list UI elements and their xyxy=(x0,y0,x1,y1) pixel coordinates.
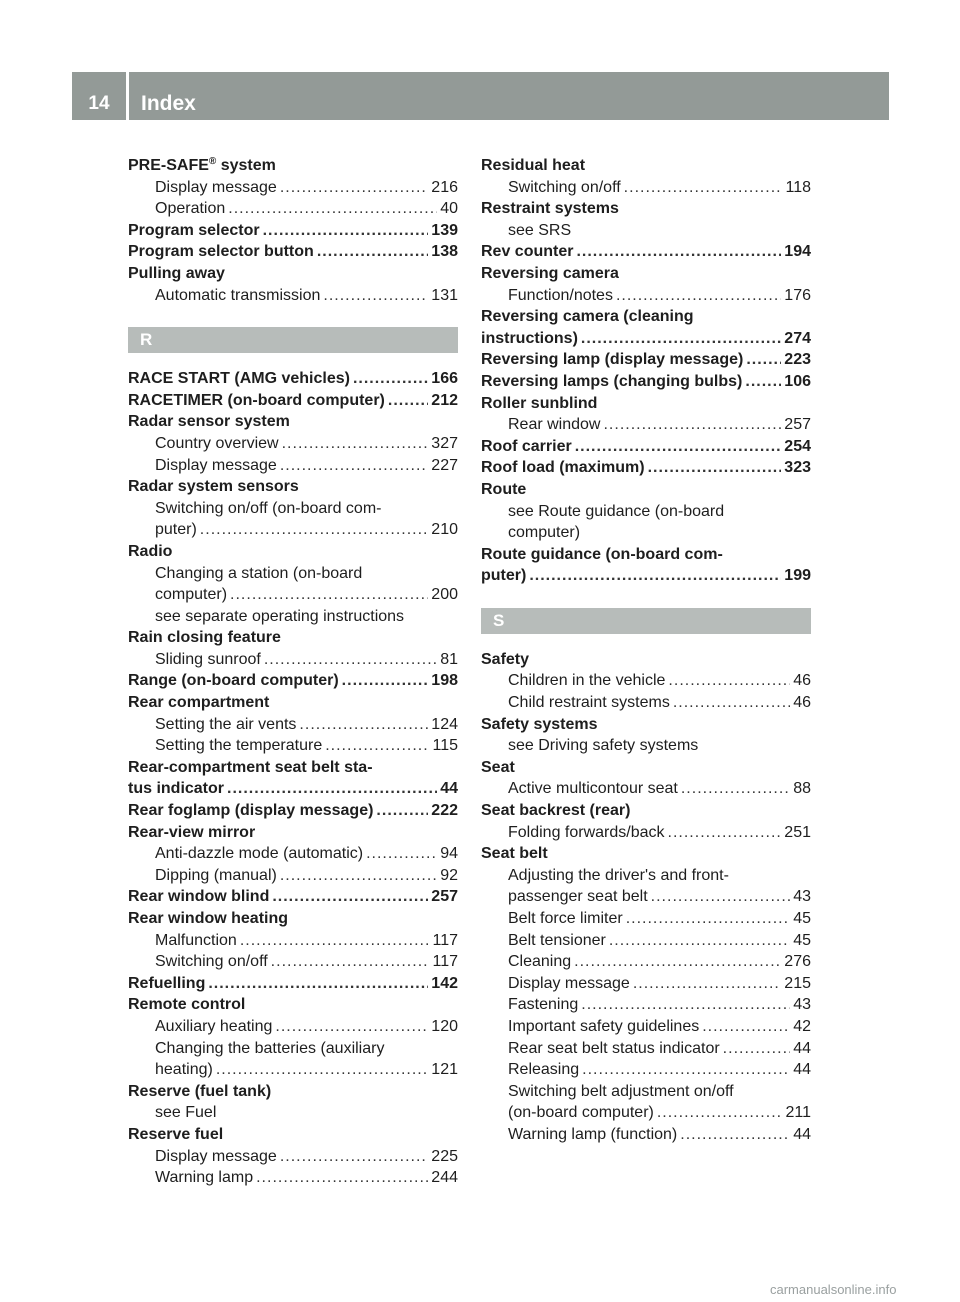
page-reference: 244 xyxy=(431,1169,458,1187)
dot-leader xyxy=(681,778,790,800)
index-subentry xyxy=(481,951,811,973)
index-entry xyxy=(481,349,811,371)
entry-text: Radar sensor system xyxy=(128,413,290,431)
page-reference: 120 xyxy=(431,1017,458,1035)
entry-text: Anti-dazzle mode (automatic) xyxy=(155,845,364,863)
index-subentry xyxy=(128,1038,458,1060)
index-entry xyxy=(128,541,458,563)
entry-text: Pulling away xyxy=(128,264,225,282)
entry-text: Fastening xyxy=(508,996,579,1014)
entry-text: Rear window heating xyxy=(128,910,289,927)
page-reference: 211 xyxy=(785,1104,811,1122)
index-subentry xyxy=(128,584,458,606)
index-entry xyxy=(481,800,811,822)
index-entry xyxy=(481,198,811,220)
dot-leader xyxy=(275,1016,428,1038)
dot-leader xyxy=(200,519,429,541)
entry-text: puter) xyxy=(481,567,527,585)
entry-text: Rear-compartment seat belt sta- xyxy=(128,758,373,776)
entry-text: Seat xyxy=(481,758,515,776)
index-subentry xyxy=(128,563,458,585)
entry-text: Malfunction xyxy=(155,931,237,949)
entry-text: Sliding sunroof xyxy=(155,650,261,668)
entry-text: Residual heat xyxy=(481,157,586,174)
index-subentry xyxy=(481,177,811,199)
entry-text: RACE START (AMG vehicles) xyxy=(128,370,350,388)
index-entry-pre-safe: PRE-SAFE® system xyxy=(128,156,276,174)
dot-leader xyxy=(680,1124,790,1146)
index-entry xyxy=(481,714,811,736)
index-entry xyxy=(128,994,458,1016)
entry-text: Adjusting the driver's and front- xyxy=(508,866,729,884)
page-reference: 118 xyxy=(785,178,811,196)
index-subentry xyxy=(481,414,811,436)
dot-leader xyxy=(325,735,429,757)
index-subentry xyxy=(481,670,811,692)
entry-text: computer) xyxy=(155,586,228,604)
page-reference: 81 xyxy=(440,650,458,668)
index-entry xyxy=(128,908,458,930)
dot-leader xyxy=(256,1167,428,1189)
entry-text: see SRS xyxy=(508,221,572,239)
entry-text: Reversing camera (cleaning xyxy=(481,308,694,326)
index-subentry xyxy=(481,220,811,242)
page-reference: 223 xyxy=(784,351,811,369)
entry-text: Setting the temperature xyxy=(155,737,323,755)
dot-leader xyxy=(582,1059,790,1081)
index-entry xyxy=(128,800,458,822)
dot-leader xyxy=(282,433,429,455)
dot-leader xyxy=(668,822,782,844)
entry-text: Folding forwards/back xyxy=(508,823,665,841)
entry-text: Remote control xyxy=(128,996,246,1014)
dot-leader xyxy=(230,584,428,606)
index-entry xyxy=(481,565,811,587)
entry-text: Country overview xyxy=(155,434,279,452)
dot-leader xyxy=(216,1059,428,1081)
page-number: 14 xyxy=(88,93,110,114)
index-subentry xyxy=(481,973,811,995)
page-reference: 45 xyxy=(793,910,811,927)
dot-leader xyxy=(609,930,790,952)
page-reference: 227 xyxy=(431,456,458,474)
page-reference: 212 xyxy=(431,391,458,409)
entry-text: Operation xyxy=(155,200,226,218)
page-reference: 117 xyxy=(432,953,458,971)
page-reference: 44 xyxy=(793,1125,811,1143)
dot-leader xyxy=(263,220,429,242)
index-subentry xyxy=(128,843,458,865)
entry-text: puter) xyxy=(155,521,197,539)
page-reference: 92 xyxy=(440,866,458,884)
index-subentry xyxy=(128,735,458,757)
index-subentry xyxy=(481,908,811,930)
index-subentry xyxy=(481,994,811,1016)
section-letter-s: S xyxy=(481,608,811,634)
index-entry xyxy=(481,393,811,415)
index-subentry xyxy=(128,285,458,307)
page-reference: 225 xyxy=(431,1147,458,1165)
dot-leader xyxy=(353,368,428,390)
index-entry xyxy=(481,843,811,865)
index-subentry xyxy=(128,177,458,199)
dot-leader xyxy=(323,285,428,307)
page-reference: 210 xyxy=(431,521,458,539)
entry-text: Program selector xyxy=(128,221,260,239)
dot-leader xyxy=(673,692,790,714)
entry-text: Display message xyxy=(508,974,630,992)
entry-text: Rain closing feature xyxy=(128,629,281,647)
entry-text: tus indicator xyxy=(128,780,225,798)
index-entry xyxy=(481,306,811,328)
page-reference: 200 xyxy=(431,586,458,604)
dot-leader xyxy=(576,241,781,263)
entry-text: Rear-view mirror xyxy=(128,823,256,841)
entry-text: Route xyxy=(481,480,527,498)
page-reference: 43 xyxy=(793,996,811,1014)
index-entry xyxy=(128,241,458,263)
dot-leader xyxy=(366,843,437,865)
page-reference: 323 xyxy=(784,459,811,477)
entry-text: Display message xyxy=(155,456,277,474)
index-entry xyxy=(128,757,458,779)
page-header xyxy=(72,72,889,120)
dot-leader xyxy=(208,973,428,995)
index-subentry xyxy=(481,1038,811,1060)
entry-text: heating) xyxy=(155,1061,213,1079)
index-entry xyxy=(128,390,458,412)
entry-text: Route guidance (on-board com- xyxy=(481,545,723,563)
dot-leader xyxy=(280,177,428,199)
page-reference: 44 xyxy=(793,1039,811,1057)
dot-leader xyxy=(271,951,430,973)
entry-list xyxy=(481,155,811,587)
index-subentry xyxy=(481,501,811,523)
dot-leader xyxy=(702,1016,790,1038)
page-reference: 138 xyxy=(431,243,458,261)
index-column-left xyxy=(128,155,458,1189)
dot-leader xyxy=(529,565,781,587)
page-reference: 43 xyxy=(793,888,811,906)
entry-text: Dipping (manual) xyxy=(155,866,277,884)
entry-text: Display message xyxy=(155,1147,277,1165)
entry-text: Setting the air vents xyxy=(155,715,297,733)
index-subentry xyxy=(481,1124,811,1146)
entry-list xyxy=(128,368,458,1189)
dot-leader xyxy=(657,1102,783,1124)
watermark: carmanualsonline.info xyxy=(770,1282,897,1297)
entry-text: see Driving safety systems xyxy=(508,737,699,755)
entry-text: Reserve fuel xyxy=(128,1125,224,1143)
page-reference: 257 xyxy=(784,416,811,434)
index-subentry xyxy=(128,455,458,477)
entry-text: Changing the batteries (auxiliary xyxy=(155,1039,385,1057)
dot-leader xyxy=(280,1146,428,1168)
entry-text: Switching belt adjustment on/off xyxy=(508,1082,734,1100)
page-reference: 131 xyxy=(431,286,458,304)
index-subentry xyxy=(481,1016,811,1038)
page-reference: 254 xyxy=(784,437,811,455)
index-entry xyxy=(128,692,458,714)
index-subentry xyxy=(128,519,458,541)
page-reference: 215 xyxy=(784,974,811,992)
section-letter-r: R xyxy=(128,327,458,353)
index-entry xyxy=(128,411,458,433)
entry-text: Restraint systems xyxy=(481,200,619,218)
entry-text: Warning lamp (function) xyxy=(508,1125,678,1143)
page-reference: 42 xyxy=(793,1017,811,1035)
index-entry xyxy=(128,263,458,285)
entry-text: passenger seat belt xyxy=(508,888,648,906)
page-reference: 117 xyxy=(432,931,458,949)
index-subentry xyxy=(128,951,458,973)
page-reference: 121 xyxy=(431,1061,458,1079)
index-subentry xyxy=(481,886,811,908)
dot-leader xyxy=(228,198,437,220)
dot-leader xyxy=(581,328,781,350)
entry-text: Rev counter xyxy=(481,243,574,261)
page-reference: 194 xyxy=(784,243,811,261)
entry-text: Switching on/off (on-board com- xyxy=(155,499,382,517)
index-entry xyxy=(481,155,811,177)
entry-text: Auxiliary heating xyxy=(155,1017,273,1035)
dot-leader xyxy=(668,670,790,692)
index-entry xyxy=(481,263,811,285)
entry-text: see Route guidance (on-board xyxy=(508,502,725,520)
index-subentry xyxy=(128,865,458,887)
entry-text: Radar system sensors xyxy=(128,478,299,496)
index-entry xyxy=(481,757,811,779)
dot-leader xyxy=(317,241,428,263)
entry-text: computer) xyxy=(508,524,581,542)
page-reference: 142 xyxy=(431,974,458,992)
entry-text: see Fuel xyxy=(155,1104,217,1122)
entry-text: instructions) xyxy=(481,329,578,347)
index-subentry xyxy=(128,433,458,455)
page-reference: 88 xyxy=(793,780,811,798)
index-subentry xyxy=(128,1146,458,1168)
index-subentry xyxy=(481,522,811,544)
entry-list xyxy=(128,177,458,307)
entry-text: Cleaning xyxy=(508,953,572,971)
index-subentry xyxy=(128,1102,458,1124)
index-subentry xyxy=(481,822,811,844)
index-entry xyxy=(128,220,458,242)
entry-text: Reversing camera xyxy=(481,264,619,282)
dot-leader xyxy=(280,455,428,477)
page-reference: 44 xyxy=(793,1061,811,1079)
dot-leader xyxy=(651,886,791,908)
entry-text: Display message xyxy=(155,178,277,196)
dot-leader xyxy=(581,994,790,1016)
header-divider xyxy=(126,72,129,120)
entry-text: Radio xyxy=(128,542,173,560)
page-reference: 139 xyxy=(431,221,458,239)
dot-leader xyxy=(388,390,428,412)
dot-leader xyxy=(240,930,430,952)
index-entry xyxy=(481,544,811,566)
page-reference: 106 xyxy=(784,372,811,390)
index-entry xyxy=(128,627,458,649)
entry-text: Child restraint systems xyxy=(508,694,670,712)
index-entry xyxy=(128,670,458,692)
entry-text: Seat belt xyxy=(481,845,548,863)
dot-leader xyxy=(745,371,781,393)
entry-text: Reserve (fuel tank) xyxy=(128,1082,272,1100)
index-subentry xyxy=(481,692,811,714)
page-reference: 124 xyxy=(431,715,458,733)
entry-text: Range (on-board computer) xyxy=(128,672,339,690)
index-subentry xyxy=(128,714,458,736)
dot-leader xyxy=(746,349,781,371)
index-entry xyxy=(128,368,458,390)
index-subentry xyxy=(128,606,458,628)
entry-text: Rear foglamp (display message) xyxy=(128,802,374,820)
entry-text: Belt tensioner xyxy=(508,931,606,949)
index-entry xyxy=(128,778,458,800)
entry-text: (on-board computer) xyxy=(508,1104,654,1122)
entry-list xyxy=(481,649,811,1146)
entry-text: Rear compartment xyxy=(128,694,270,712)
dot-leader xyxy=(633,973,781,995)
index-entry xyxy=(481,328,811,350)
page-reference: 276 xyxy=(784,953,811,971)
entry-text: Roof carrier xyxy=(481,437,572,455)
index-subentry xyxy=(481,285,811,307)
page-reference: 46 xyxy=(793,694,811,712)
index-subentry xyxy=(481,778,811,800)
page-reference: 327 xyxy=(431,434,458,452)
index-subentry xyxy=(481,930,811,952)
index-subentry xyxy=(128,498,458,520)
dot-leader xyxy=(227,778,437,800)
page-reference: 40 xyxy=(440,200,458,218)
dot-leader xyxy=(648,457,782,479)
entry-text: Seat backrest (rear) xyxy=(481,802,631,820)
index-entry xyxy=(481,457,811,479)
dot-leader xyxy=(272,886,428,908)
dot-leader xyxy=(575,436,782,458)
page-reference: 115 xyxy=(432,737,458,755)
index-entry xyxy=(128,476,458,498)
entry-text: Rear window xyxy=(508,416,601,434)
entry-text: RACETIMER (on-board computer) xyxy=(128,391,385,409)
index-column-right xyxy=(481,155,811,1146)
index-subentry xyxy=(481,1102,811,1124)
index-subentry xyxy=(128,1167,458,1189)
page-reference: 94 xyxy=(440,845,458,863)
entry-text: Roller sunblind xyxy=(481,394,598,412)
index-entry xyxy=(128,886,458,908)
entry-text: Changing a station (on-board xyxy=(155,564,363,582)
entry-text: Reversing lamps (changing bulbs) xyxy=(481,372,743,390)
dot-leader xyxy=(342,670,429,692)
registered-mark: ® xyxy=(208,156,217,167)
entry-text: Automatic transmission xyxy=(155,286,321,304)
dot-leader xyxy=(280,865,437,887)
index-subentry xyxy=(128,198,458,220)
page-reference: 216 xyxy=(431,178,458,196)
page-reference: 251 xyxy=(784,823,811,841)
index-entry xyxy=(128,822,458,844)
entry-text: Reversing lamp (display message) xyxy=(481,351,744,369)
index-entry xyxy=(481,479,811,501)
dot-leader xyxy=(723,1038,791,1060)
index-entry xyxy=(128,973,458,995)
index-entry xyxy=(128,1081,458,1103)
page-reference: 176 xyxy=(784,286,811,304)
entry-text: Belt force limiter xyxy=(508,910,623,927)
index-entry xyxy=(481,241,811,263)
entry-text: Refuelling xyxy=(128,974,206,992)
dot-leader xyxy=(616,285,781,307)
dot-leader xyxy=(376,800,428,822)
page-reference: 45 xyxy=(793,931,811,949)
page-reference: 274 xyxy=(784,329,811,347)
index-subentry xyxy=(128,930,458,952)
index-subentry xyxy=(128,1016,458,1038)
entry-text: Rear window blind xyxy=(128,888,270,906)
index-entry xyxy=(481,649,811,671)
index-subentry xyxy=(128,649,458,671)
entry-text: Warning lamp xyxy=(155,1169,254,1187)
entry-text: Safety systems xyxy=(481,715,598,733)
dot-leader xyxy=(264,649,437,671)
page-reference: 166 xyxy=(431,370,458,388)
entry-text: Switching on/off xyxy=(155,953,268,971)
dot-leader xyxy=(624,177,783,199)
page-reference: 44 xyxy=(440,780,458,798)
entry-text: see separate operating instructions xyxy=(155,607,405,625)
entry-text: Program selector button xyxy=(128,243,314,261)
dot-leader xyxy=(626,908,791,930)
index-entry xyxy=(481,371,811,393)
index-entry xyxy=(481,436,811,458)
index-subentry xyxy=(128,1059,458,1081)
entry-text: Releasing xyxy=(508,1061,580,1079)
section-title: Index xyxy=(141,92,196,115)
page-reference: 257 xyxy=(431,888,458,906)
entry-text: Active multicontour seat xyxy=(508,780,678,798)
index-subentry xyxy=(481,735,811,757)
entry-text: Switching on/off xyxy=(508,178,621,196)
entry-text: Rear seat belt status indicator xyxy=(508,1039,720,1057)
dot-leader xyxy=(574,951,781,973)
entry-text: Function/notes xyxy=(508,286,613,304)
index-subentry xyxy=(481,1081,811,1103)
index-subentry xyxy=(481,865,811,887)
entry-text: Important safety guidelines xyxy=(508,1017,700,1035)
page-reference: 199 xyxy=(784,567,811,585)
dot-leader xyxy=(603,414,781,436)
index-entry xyxy=(128,1124,458,1146)
entry-text: Children in the vehicle xyxy=(508,672,666,690)
entry-text: Roof load (maximum) xyxy=(481,459,645,477)
entry-text: Safety xyxy=(481,650,530,668)
page-reference: 222 xyxy=(431,802,458,820)
index-subentry xyxy=(481,1059,811,1081)
page-reference: 198 xyxy=(431,672,458,690)
dot-leader xyxy=(299,714,428,736)
page-reference: 46 xyxy=(793,672,811,690)
